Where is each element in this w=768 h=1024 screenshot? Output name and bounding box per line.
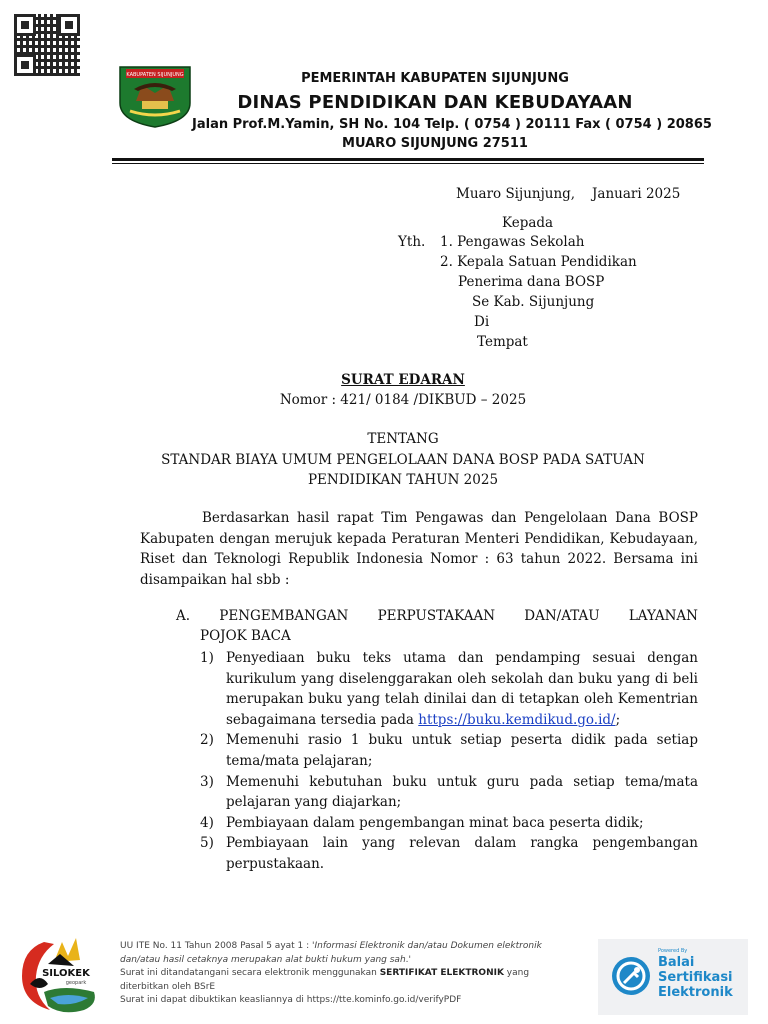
geopark-logo-text: SILOKEK xyxy=(42,968,90,979)
recipient-1: 1. Pengawas Sekolah xyxy=(440,234,585,250)
footer-line-3: Surat ini ditandatangani secara elektronik menggunakan SERTIFIKAT ELEKTRONIK yang xyxy=(120,968,530,978)
section-a-heading-line-1: A. PENGEMBANGAN PERPUSTAKAAN DAN/ATAU LAYANAN xyxy=(176,608,698,624)
footer-line-4: diterbitkan oleh BSrE xyxy=(120,981,216,992)
list-item xyxy=(200,730,698,771)
letterhead-city: MUARO SIJUNJUNG 27511 xyxy=(342,136,528,151)
footer-legal-text xyxy=(120,940,590,1008)
recipient-2: 2. Kepala Satuan Pendidikan xyxy=(440,254,637,270)
body-paragraph: Berdasarkan hasil rapat Tim Pengawas dan Pengelolaan Dana BOSP Kabupaten dengan merujuk kepada Peraturan Menteri Pendidikan, Kebudayaan, Riset dan Teknologi Republik Indonesia Nomor : 63 tahun 2022. Bersama ini disampaikan hal sbb : xyxy=(140,510,698,588)
list-item-number: 3) xyxy=(200,773,214,790)
section-a-heading xyxy=(176,606,698,646)
list-item-text: Memenuhi kebutuhan buku untuk guru pada setiap tema/mata pelajaran yang diajarkan; xyxy=(226,773,698,811)
footer-line-2: dan/atau hasil cetaknya merupakan alat bukti hukum yang sah.' xyxy=(120,954,411,965)
recipient-tempat: Tempat xyxy=(477,334,528,350)
recipient-2-cont: Penerima dana BOSP xyxy=(458,274,605,290)
section-a-heading-line-2: POJOK BACA xyxy=(200,628,291,644)
recipient-yth: Yth. xyxy=(398,234,426,250)
subject-line-2: PENDIDIKAN TAHUN 2025 xyxy=(307,472,499,488)
list-item xyxy=(200,833,698,874)
bsre-name-line-3: Elektronik xyxy=(658,985,733,1000)
letterhead-address: Jalan Prof.M.Yamin, SH No. 104 Telp. ( 0754 ) 20111 Fax ( 0754 ) 20865 xyxy=(192,117,712,132)
subject-tentang: TENTANG xyxy=(367,431,439,447)
list-item-text: Pembiayaan dalam pengembangan minat baca peserta didik; xyxy=(226,814,644,831)
letter-date: Januari 2025 xyxy=(592,186,681,202)
list-item xyxy=(200,648,698,730)
crest-banner-text: KABUPATEN SIJUNJUNG xyxy=(126,72,184,78)
letter-place: Muaro Sijunjung, xyxy=(456,186,576,202)
letterhead-rule-thin xyxy=(112,163,704,164)
bsre-emblem-icon xyxy=(610,955,652,997)
section-a-list xyxy=(200,648,698,875)
bsre-name-line-1: Balai xyxy=(658,955,695,970)
letterhead-government: PEMERINTAH KABUPATEN SIJUNJUNG xyxy=(301,71,569,86)
list-item xyxy=(200,813,698,834)
list-item xyxy=(200,772,698,813)
bsre-name xyxy=(658,955,733,1000)
list-item-text-main: Penyediaan buku teks utama dan pendamping sesuai dengan kurikulum yang diselenggarakan oleh sekolah dan buku yang di beli merupakan buku yang telah dinilai dan di tetapkan oleh Kementrian sebagaimana tersedia pada xyxy=(226,650,698,728)
footer-verify-line: Surat ini dapat dibuktikan keasliannya di https://tte.kominfo.go.id/verifyPDF xyxy=(120,995,462,1005)
letter-title: SURAT EDARAN xyxy=(341,372,465,388)
footer-line-1: UU ITE No. 11 Tahun 2008 Pasal 5 ayat 1 : 'Informasi Elektronik dan/atau Dokumen elektronik xyxy=(120,941,542,951)
list-item-text: Memenuhi rasio 1 buku untuk setiap peserta didik pada setiap tema/mata pelajaran; xyxy=(226,732,698,769)
geopark-logo xyxy=(14,932,106,1016)
list-item-suffix: ; xyxy=(615,711,621,728)
subject-line-1: STANDAR BIAYA UMUM PENGELOLAAN DANA BOSP PADA SATUAN xyxy=(161,452,645,468)
list-item-number: 2) xyxy=(200,732,214,749)
qr-code xyxy=(14,14,80,76)
list-item-text xyxy=(226,648,698,730)
letterhead-rule-thick xyxy=(112,158,704,161)
list-item-number: 4) xyxy=(200,814,214,831)
bsre-logo xyxy=(598,939,748,1015)
letter-number: Nomor : 421/ 0184 /DIKBUD – 2025 xyxy=(279,392,527,408)
geopark-logo-sub: geopark xyxy=(65,980,87,986)
recipient-area: Se Kab. Sijunjung xyxy=(472,294,595,310)
list-item-number: 5) xyxy=(200,835,214,852)
bsre-name-line-2: Sertifikasi xyxy=(658,970,733,985)
recipient-kepada: Kepada xyxy=(502,215,554,231)
book-catalog-link[interactable]: https://buku.kemdikud.go.id/ xyxy=(418,711,616,728)
list-item-number: 1) xyxy=(200,650,214,666)
recipient-di: Di xyxy=(474,314,490,330)
list-item-text: Pembiayaan lain yang relevan dalam rangka pengembangan perpustakaan. xyxy=(226,835,698,872)
letterhead-department: DINAS PENDIDIKAN DAN KEBUDAYAAN xyxy=(237,92,633,113)
regency-crest-logo xyxy=(112,63,198,129)
bsre-powered-by: Powered By xyxy=(658,948,688,954)
